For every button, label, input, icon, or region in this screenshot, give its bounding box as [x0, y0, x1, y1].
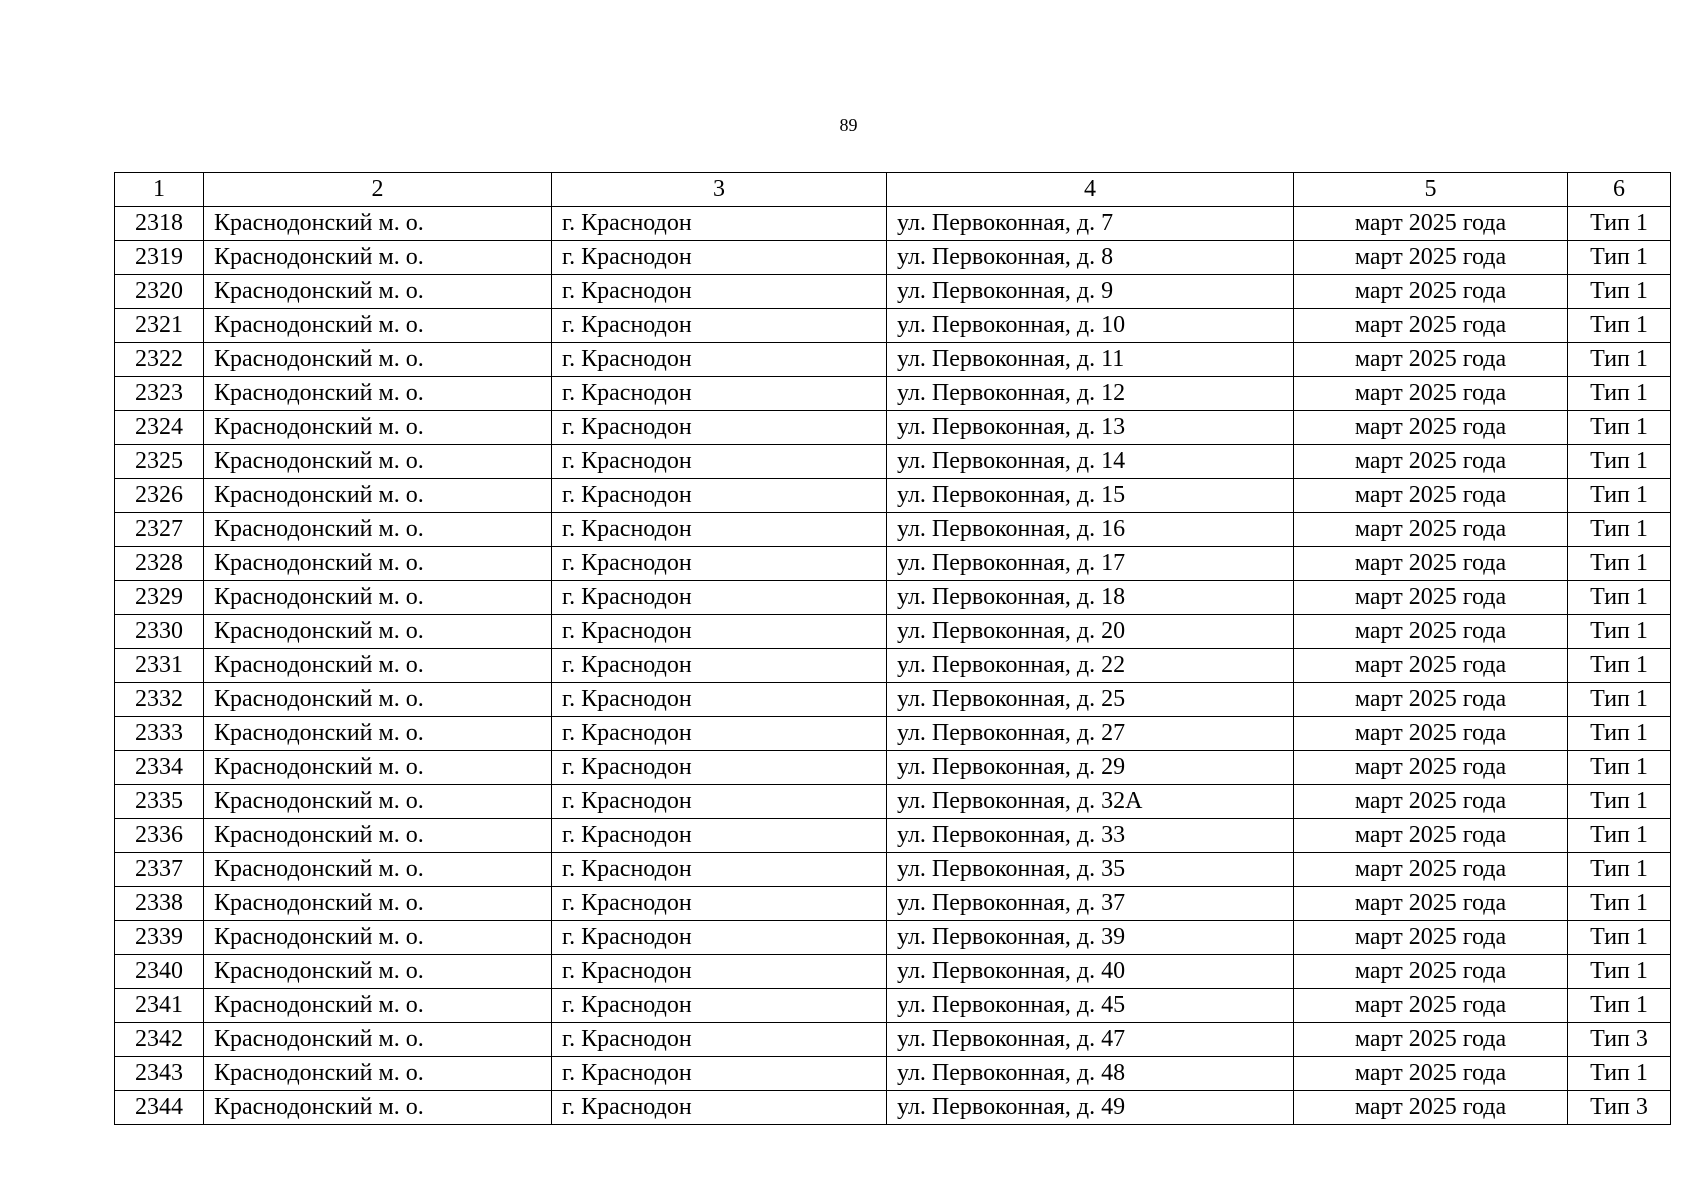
cell-date: март 2025 года [1294, 717, 1568, 751]
cell-row-number: 2326 [115, 479, 204, 513]
cell-settlement: г. Краснодон [552, 581, 887, 615]
column-header-3: 3 [552, 173, 887, 207]
cell-type: Тип 1 [1568, 615, 1671, 649]
cell-settlement: г. Краснодон [552, 785, 887, 819]
cell-district: Краснодонский м. о. [204, 751, 552, 785]
cell-row-number: 2321 [115, 309, 204, 343]
cell-settlement: г. Краснодон [552, 615, 887, 649]
cell-row-number: 2340 [115, 955, 204, 989]
cell-district: Краснодонский м. о. [204, 1091, 552, 1125]
table-row [115, 275, 1671, 309]
cell-row-number: 2318 [115, 207, 204, 241]
cell-district: Краснодонский м. о. [204, 649, 552, 683]
table-body [115, 173, 1671, 1125]
column-header-6: 6 [1568, 173, 1671, 207]
table-row [115, 377, 1671, 411]
table-row [115, 921, 1671, 955]
cell-date: март 2025 года [1294, 921, 1568, 955]
cell-row-number: 2324 [115, 411, 204, 445]
table-row [115, 649, 1671, 683]
cell-district: Краснодонский м. о. [204, 479, 552, 513]
cell-district: Краснодонский м. о. [204, 547, 552, 581]
cell-district: Краснодонский м. о. [204, 989, 552, 1023]
cell-address: ул. Первоконная, д. 11 [887, 343, 1294, 377]
cell-address: ул. Первоконная, д. 39 [887, 921, 1294, 955]
cell-address: ул. Первоконная, д. 20 [887, 615, 1294, 649]
cell-settlement: г. Краснодон [552, 479, 887, 513]
cell-address: ул. Первоконная, д. 17 [887, 547, 1294, 581]
cell-row-number: 2341 [115, 989, 204, 1023]
cell-row-number: 2335 [115, 785, 204, 819]
cell-type: Тип 1 [1568, 445, 1671, 479]
cell-type: Тип 1 [1568, 411, 1671, 445]
cell-type: Тип 1 [1568, 309, 1671, 343]
cell-date: март 2025 года [1294, 683, 1568, 717]
cell-date: март 2025 года [1294, 615, 1568, 649]
table-row [115, 887, 1671, 921]
cell-settlement: г. Краснодон [552, 275, 887, 309]
cell-date: март 2025 года [1294, 751, 1568, 785]
cell-district: Краснодонский м. о. [204, 377, 552, 411]
table-row [115, 445, 1671, 479]
cell-address: ул. Первоконная, д. 35 [887, 853, 1294, 887]
cell-settlement: г. Краснодон [552, 1091, 887, 1125]
cell-date: март 2025 года [1294, 309, 1568, 343]
table-header-row [115, 173, 1671, 207]
cell-address: ул. Первоконная, д. 10 [887, 309, 1294, 343]
cell-type: Тип 1 [1568, 887, 1671, 921]
cell-type: Тип 1 [1568, 649, 1671, 683]
cell-type: Тип 1 [1568, 785, 1671, 819]
cell-settlement: г. Краснодон [552, 683, 887, 717]
cell-district: Краснодонский м. о. [204, 445, 552, 479]
cell-date: март 2025 года [1294, 581, 1568, 615]
cell-settlement: г. Краснодон [552, 717, 887, 751]
cell-date: март 2025 года [1294, 547, 1568, 581]
cell-type: Тип 1 [1568, 921, 1671, 955]
table-row [115, 343, 1671, 377]
cell-settlement: г. Краснодон [552, 411, 887, 445]
cell-district: Краснодонский м. о. [204, 241, 552, 275]
cell-row-number: 2333 [115, 717, 204, 751]
table-row [115, 479, 1671, 513]
cell-type: Тип 1 [1568, 1057, 1671, 1091]
cell-district: Краснодонский м. о. [204, 853, 552, 887]
cell-address: ул. Первоконная, д. 14 [887, 445, 1294, 479]
table-row [115, 955, 1671, 989]
table-row [115, 581, 1671, 615]
cell-type: Тип 1 [1568, 853, 1671, 887]
cell-settlement: г. Краснодон [552, 1057, 887, 1091]
cell-address: ул. Первоконная, д. 27 [887, 717, 1294, 751]
cell-address: ул. Первоконная, д. 48 [887, 1057, 1294, 1091]
cell-district: Краснодонский м. о. [204, 683, 552, 717]
cell-date: март 2025 года [1294, 989, 1568, 1023]
cell-row-number: 2337 [115, 853, 204, 887]
cell-type: Тип 1 [1568, 581, 1671, 615]
cell-date: март 2025 года [1294, 785, 1568, 819]
cell-type: Тип 3 [1568, 1091, 1671, 1125]
cell-settlement: г. Краснодон [552, 819, 887, 853]
cell-district: Краснодонский м. о. [204, 411, 552, 445]
table-row [115, 411, 1671, 445]
cell-type: Тип 1 [1568, 547, 1671, 581]
cell-type: Тип 1 [1568, 989, 1671, 1023]
cell-address: ул. Первоконная, д. 12 [887, 377, 1294, 411]
cell-date: март 2025 года [1294, 513, 1568, 547]
cell-settlement: г. Краснодон [552, 853, 887, 887]
cell-district: Краснодонский м. о. [204, 581, 552, 615]
cell-row-number: 2319 [115, 241, 204, 275]
cell-address: ул. Первоконная, д. 16 [887, 513, 1294, 547]
cell-type: Тип 1 [1568, 479, 1671, 513]
cell-settlement: г. Краснодон [552, 649, 887, 683]
cell-settlement: г. Краснодон [552, 343, 887, 377]
table-row [115, 853, 1671, 887]
cell-row-number: 2329 [115, 581, 204, 615]
column-header-1: 1 [115, 173, 204, 207]
cell-type: Тип 1 [1568, 513, 1671, 547]
cell-settlement: г. Краснодон [552, 921, 887, 955]
cell-address: ул. Первоконная, д. 29 [887, 751, 1294, 785]
cell-date: март 2025 года [1294, 1091, 1568, 1125]
table-row [115, 1023, 1671, 1057]
cell-row-number: 2342 [115, 1023, 204, 1057]
cell-settlement: г. Краснодон [552, 1023, 887, 1057]
cell-address: ул. Первоконная, д. 49 [887, 1091, 1294, 1125]
page-number: 89 [839, 115, 858, 135]
cell-type: Тип 1 [1568, 241, 1671, 275]
cell-row-number: 2336 [115, 819, 204, 853]
cell-date: март 2025 года [1294, 343, 1568, 377]
cell-date: март 2025 года [1294, 1023, 1568, 1057]
cell-address: ул. Первоконная, д. 22 [887, 649, 1294, 683]
cell-settlement: г. Краснодон [552, 513, 887, 547]
table-row [115, 1091, 1671, 1125]
cell-row-number: 2334 [115, 751, 204, 785]
cell-date: март 2025 года [1294, 241, 1568, 275]
cell-settlement: г. Краснодон [552, 309, 887, 343]
cell-row-number: 2322 [115, 343, 204, 377]
cell-district: Краснодонский м. о. [204, 615, 552, 649]
cell-date: март 2025 года [1294, 1057, 1568, 1091]
table-row [115, 683, 1671, 717]
cell-row-number: 2330 [115, 615, 204, 649]
cell-district: Краснодонский м. о. [204, 1023, 552, 1057]
table-row [115, 513, 1671, 547]
cell-district: Краснодонский м. о. [204, 955, 552, 989]
cell-date: март 2025 года [1294, 445, 1568, 479]
cell-row-number: 2338 [115, 887, 204, 921]
cell-district: Краснодонский м. о. [204, 717, 552, 751]
cell-row-number: 2325 [115, 445, 204, 479]
cell-row-number: 2344 [115, 1091, 204, 1125]
cell-type: Тип 1 [1568, 275, 1671, 309]
column-header-5: 5 [1294, 173, 1568, 207]
cell-settlement: г. Краснодон [552, 751, 887, 785]
cell-settlement: г. Краснодон [552, 887, 887, 921]
table-row [115, 717, 1671, 751]
cell-type: Тип 1 [1568, 955, 1671, 989]
cell-type: Тип 1 [1568, 207, 1671, 241]
cell-district: Краснодонский м. о. [204, 1057, 552, 1091]
cell-type: Тип 1 [1568, 377, 1671, 411]
cell-date: март 2025 года [1294, 853, 1568, 887]
cell-date: март 2025 года [1294, 819, 1568, 853]
cell-row-number: 2328 [115, 547, 204, 581]
cell-row-number: 2323 [115, 377, 204, 411]
cell-row-number: 2343 [115, 1057, 204, 1091]
cell-date: март 2025 года [1294, 887, 1568, 921]
cell-type: Тип 1 [1568, 819, 1671, 853]
table-row [115, 785, 1671, 819]
table-row [115, 819, 1671, 853]
cell-date: март 2025 года [1294, 649, 1568, 683]
cell-row-number: 2331 [115, 649, 204, 683]
cell-district: Краснодонский м. о. [204, 513, 552, 547]
cell-row-number: 2320 [115, 275, 204, 309]
cell-type: Тип 1 [1568, 751, 1671, 785]
cell-date: март 2025 года [1294, 275, 1568, 309]
cell-settlement: г. Краснодон [552, 955, 887, 989]
cell-address: ул. Первоконная, д. 8 [887, 241, 1294, 275]
cell-address: ул. Первоконная, д. 25 [887, 683, 1294, 717]
cell-address: ул. Первоконная, д. 18 [887, 581, 1294, 615]
column-header-4: 4 [887, 173, 1294, 207]
table-row [115, 241, 1671, 275]
cell-settlement: г. Краснодон [552, 377, 887, 411]
cell-address: ул. Первоконная, д. 33 [887, 819, 1294, 853]
cell-address: ул. Первоконная, д. 37 [887, 887, 1294, 921]
cell-row-number: 2339 [115, 921, 204, 955]
table-row [115, 547, 1671, 581]
cell-address: ул. Первоконная, д. 45 [887, 989, 1294, 1023]
cell-address: ул. Первоконная, д. 13 [887, 411, 1294, 445]
cell-address: ул. Первоконная, д. 15 [887, 479, 1294, 513]
cell-district: Краснодонский м. о. [204, 207, 552, 241]
table-row [115, 989, 1671, 1023]
cell-district: Краснодонский м. о. [204, 921, 552, 955]
table-row [115, 615, 1671, 649]
registry-table [114, 172, 1671, 1125]
cell-date: март 2025 года [1294, 411, 1568, 445]
cell-address: ул. Первоконная, д. 9 [887, 275, 1294, 309]
cell-settlement: г. Краснодон [552, 547, 887, 581]
cell-district: Краснодонский м. о. [204, 887, 552, 921]
cell-settlement: г. Краснодон [552, 207, 887, 241]
cell-type: Тип 1 [1568, 343, 1671, 377]
table-row [115, 207, 1671, 241]
table-row [115, 751, 1671, 785]
cell-date: март 2025 года [1294, 207, 1568, 241]
cell-district: Краснодонский м. о. [204, 785, 552, 819]
table-row [115, 309, 1671, 343]
cell-address: ул. Первоконная, д. 47 [887, 1023, 1294, 1057]
cell-type: Тип 1 [1568, 717, 1671, 751]
cell-date: март 2025 года [1294, 955, 1568, 989]
cell-district: Краснодонский м. о. [204, 343, 552, 377]
cell-date: март 2025 года [1294, 479, 1568, 513]
cell-district: Краснодонский м. о. [204, 309, 552, 343]
column-header-2: 2 [204, 173, 552, 207]
cell-row-number: 2332 [115, 683, 204, 717]
table-row [115, 1057, 1671, 1091]
cell-row-number: 2327 [115, 513, 204, 547]
cell-settlement: г. Краснодон [552, 241, 887, 275]
cell-type: Тип 1 [1568, 683, 1671, 717]
cell-date: март 2025 года [1294, 377, 1568, 411]
cell-address: ул. Первоконная, д. 7 [887, 207, 1294, 241]
cell-address: ул. Первоконная, д. 32А [887, 785, 1294, 819]
cell-district: Краснодонский м. о. [204, 275, 552, 309]
cell-district: Краснодонский м. о. [204, 819, 552, 853]
cell-settlement: г. Краснодон [552, 989, 887, 1023]
cell-address: ул. Первоконная, д. 40 [887, 955, 1294, 989]
cell-type: Тип 3 [1568, 1023, 1671, 1057]
cell-settlement: г. Краснодон [552, 445, 887, 479]
